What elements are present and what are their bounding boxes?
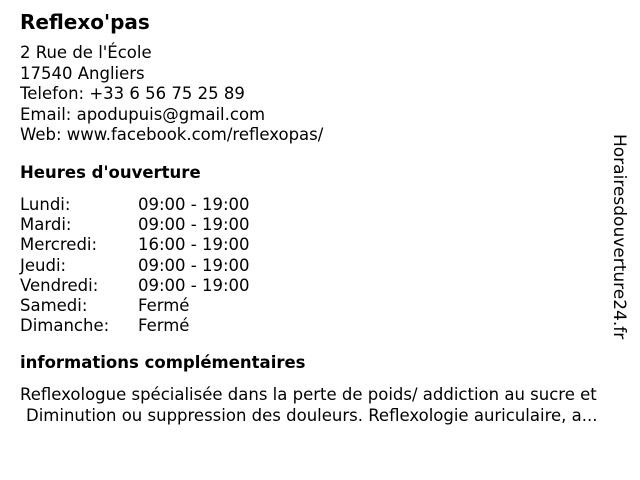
description-line-2: Diminution ou suppression des douleurs. Reflexologie auriculaire, a... xyxy=(26,406,598,425)
time-value: 09:00 - 19:00 xyxy=(138,215,250,235)
hours-row-wednesday xyxy=(20,235,280,255)
additional-info-heading: informations complémentaires xyxy=(20,353,306,372)
address-city: 17540 Angliers xyxy=(20,63,145,83)
day-label: Lundi: xyxy=(20,195,71,214)
address-street: 2 Rue de l'École xyxy=(20,43,152,62)
hours-row-sunday xyxy=(20,316,280,336)
time-value: 09:00 - 19:00 xyxy=(138,195,250,214)
email-address[interactable]: Email: apodupuis@gmail.com xyxy=(20,104,266,124)
time-value: Fermé xyxy=(138,316,190,336)
day-label: Vendredi: xyxy=(20,275,99,295)
hours-row-friday xyxy=(20,276,280,296)
hours-row-tuesday xyxy=(20,215,280,235)
day-label: Samedi: xyxy=(20,295,88,315)
contact-block xyxy=(20,43,323,146)
time-value: 09:00 - 19:00 xyxy=(138,255,250,275)
site-watermark: Horairesdouverture24.fr xyxy=(609,134,629,340)
hours-row-saturday xyxy=(20,296,280,316)
opening-hours-heading: Heures d'ouverture xyxy=(20,163,201,182)
day-label: Jeudi: xyxy=(20,255,67,275)
description-line-1: Reflexologue spécialisée dans la perte de poids/ addiction au sucre et xyxy=(20,385,597,404)
day-label: Mardi: xyxy=(20,215,72,235)
day-label: Mercredi: xyxy=(20,235,98,255)
opening-hours-table xyxy=(20,195,280,336)
time-value: 16:00 - 19:00 xyxy=(138,235,250,255)
phone-number[interactable]: Telefon: +33 6 56 75 25 89 xyxy=(20,84,245,103)
website-link[interactable]: Web: www.facebook.com/reflexopas/ xyxy=(20,125,324,144)
day-label: Dimanche: xyxy=(20,316,110,336)
additional-info-text xyxy=(20,384,635,426)
hours-row-monday xyxy=(20,195,280,215)
time-value: Fermé xyxy=(138,295,190,315)
hours-row-thursday xyxy=(20,256,280,276)
business-name: Reflexo'pas xyxy=(20,10,150,34)
time-value: 09:00 - 19:00 xyxy=(138,275,250,295)
